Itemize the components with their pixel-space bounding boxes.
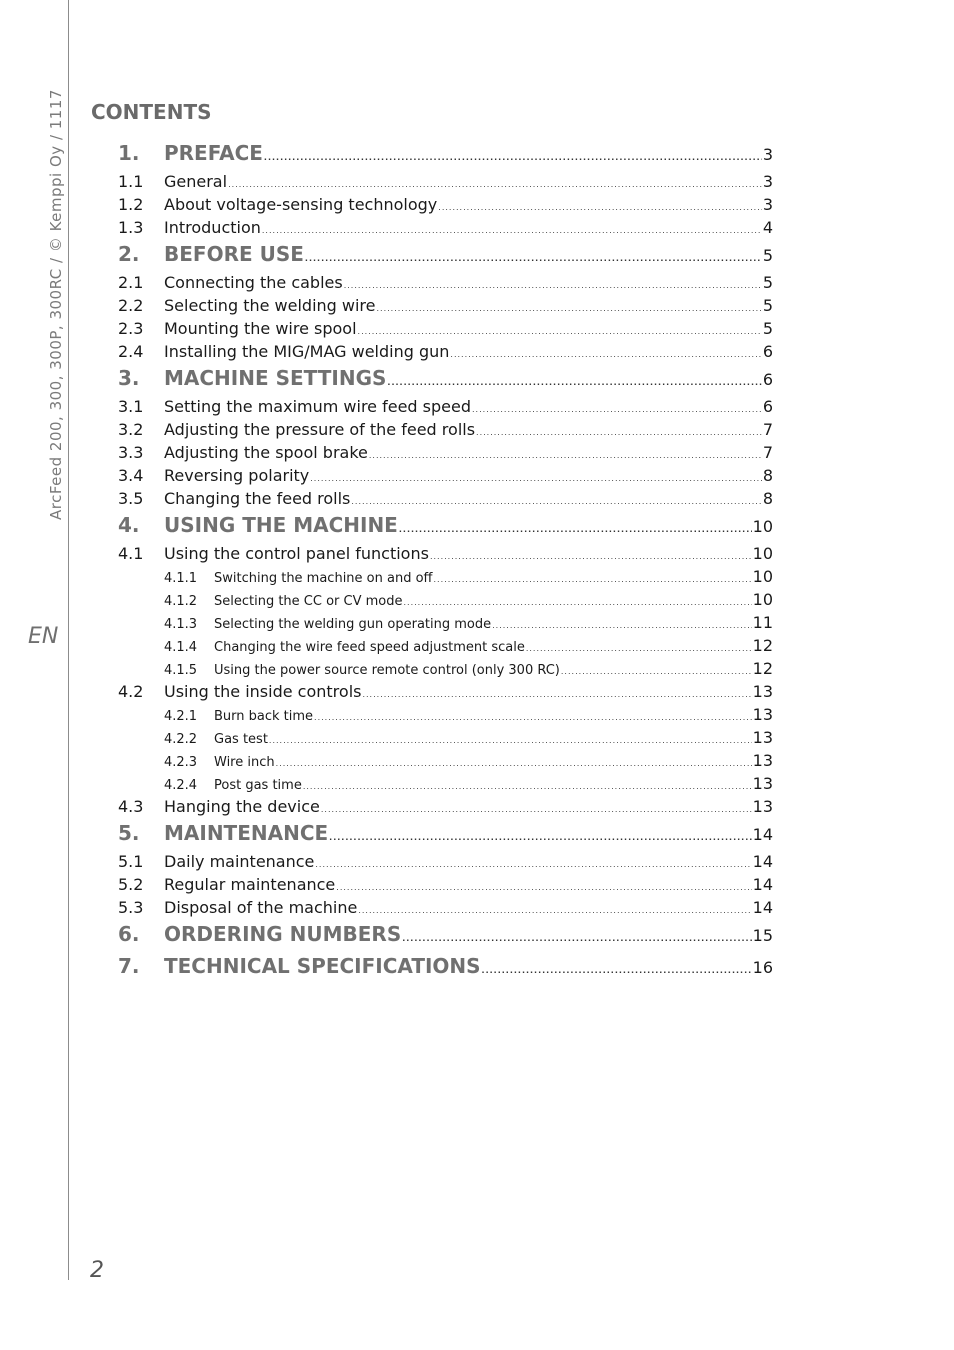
- toc-page-number: 3: [762, 195, 773, 214]
- contents-title: CONTENTS: [91, 100, 212, 124]
- toc-section[interactable]: [118, 466, 773, 489]
- toc-leader-dots: [358, 906, 751, 915]
- toc-page-number: 6: [762, 342, 773, 361]
- toc-page-number: 10: [752, 590, 773, 609]
- toc-leader-dots: [369, 451, 762, 460]
- toc-number: 4.2.1: [164, 709, 198, 724]
- toc-section[interactable]: [118, 898, 773, 921]
- toc-page-number: 14: [752, 852, 773, 871]
- toc-leader-dots: [482, 966, 752, 975]
- toc-chapter[interactable]: [118, 241, 773, 273]
- table-of-contents: [118, 140, 773, 985]
- toc-chapter[interactable]: [118, 512, 773, 544]
- toc-leader-dots: [438, 203, 762, 212]
- toc-title: Mounting the wire spool: [164, 319, 357, 338]
- toc-title: Using the control panel functions: [164, 544, 429, 563]
- toc-title: MAINTENANCE: [164, 821, 329, 845]
- toc-chapter[interactable]: [118, 921, 773, 953]
- document-footer-vertical: ArcFeed 200, 300, 300P, 300RC / © Kemppi Oy / 1117: [47, 89, 65, 520]
- toc-title: USING THE MACHINE: [164, 513, 398, 537]
- toc-page-number: 13: [752, 705, 773, 724]
- toc-title: Adjusting the spool brake: [164, 443, 368, 462]
- toc-leader-dots: [228, 180, 762, 189]
- toc-number: 4.1.3: [164, 617, 198, 632]
- toc-section[interactable]: [118, 852, 773, 875]
- toc-title: Connecting the cables: [164, 273, 343, 292]
- toc-page-number: 10: [752, 544, 773, 563]
- toc-leader-dots: [430, 552, 752, 561]
- toc-section[interactable]: [118, 544, 773, 567]
- toc-number: 3.2: [118, 420, 144, 439]
- toc-title: Hanging the device: [164, 797, 320, 816]
- toc-number: 2.1: [118, 273, 144, 292]
- toc-leader-dots: [387, 378, 761, 387]
- toc-title: Adjusting the pressure of the feed rolls: [164, 420, 476, 439]
- toc-leader-dots: [402, 934, 751, 943]
- toc-chapter[interactable]: [118, 140, 773, 172]
- toc-leader-dots: [358, 327, 762, 336]
- toc-title: Using the power source remote control (only 300 RC): [214, 663, 560, 678]
- toc-title: Setting the maximum wire feed speed: [164, 397, 472, 416]
- toc-page-number: 13: [752, 682, 773, 701]
- toc-number: 3.1: [118, 397, 144, 416]
- toc-leader-dots: [264, 153, 762, 162]
- toc-page-number: 8: [762, 466, 773, 485]
- toc-section[interactable]: [118, 682, 773, 705]
- toc-page-number: 5: [762, 246, 773, 265]
- toc-number: 2.3: [118, 319, 144, 338]
- toc-subsection[interactable]: [118, 636, 773, 659]
- toc-number: 4.2.3: [164, 755, 198, 770]
- toc-title: Selecting the welding gun operating mode: [214, 617, 492, 632]
- toc-number: 4.1: [118, 544, 144, 563]
- toc-section[interactable]: [118, 420, 773, 443]
- toc-page-number: 16: [752, 958, 773, 977]
- toc-number: 4.: [118, 513, 140, 537]
- toc-leader-dots: [399, 525, 752, 534]
- page-number: 2: [90, 1258, 104, 1283]
- toc-title: General: [164, 172, 228, 191]
- toc-page-number: 13: [752, 751, 773, 770]
- toc-page-number: 6: [762, 370, 773, 389]
- toc-section[interactable]: [118, 443, 773, 466]
- toc-page-number: 7: [762, 420, 773, 439]
- toc-number: 4.1.1: [164, 571, 198, 586]
- toc-number: 4.1.5: [164, 663, 198, 678]
- toc-number: 1.2: [118, 195, 144, 214]
- toc-number: 3.: [118, 366, 140, 390]
- toc-title: Daily maintenance: [164, 852, 315, 871]
- toc-leader-dots: [351, 497, 761, 506]
- toc-leader-dots: [305, 254, 762, 263]
- toc-page-number: 13: [752, 774, 773, 793]
- toc-number: 4.1.4: [164, 640, 198, 655]
- toc-number: 7.: [118, 954, 140, 978]
- toc-leader-dots: [404, 598, 752, 607]
- toc-title: Gas test: [214, 732, 268, 747]
- toc-number: 3.4: [118, 466, 144, 485]
- toc-leader-dots: [336, 883, 751, 892]
- toc-page-number: 12: [752, 659, 773, 678]
- toc-leader-dots: [450, 350, 761, 359]
- toc-section[interactable]: [118, 273, 773, 296]
- toc-number: 5.3: [118, 898, 144, 917]
- toc-title: TECHNICAL SPECIFICATIONS: [164, 954, 481, 978]
- toc-title: Changing the wire feed speed adjustment scale: [214, 640, 525, 655]
- toc-section[interactable]: [118, 875, 773, 898]
- toc-title: Changing the feed rolls: [164, 489, 351, 508]
- toc-number: 1.3: [118, 218, 144, 237]
- toc-number: 2.: [118, 242, 140, 266]
- toc-page-number: 5: [762, 319, 773, 338]
- toc-subsection[interactable]: [118, 751, 773, 774]
- toc-subsection[interactable]: [118, 728, 773, 751]
- toc-chapter[interactable]: [118, 365, 773, 397]
- toc-number: 4.2: [118, 682, 144, 701]
- toc-title: Burn back time: [214, 709, 314, 724]
- toc-leader-dots: [377, 304, 762, 313]
- toc-section[interactable]: [118, 195, 773, 218]
- toc-chapter[interactable]: [118, 820, 773, 852]
- toc-leader-dots: [344, 281, 762, 290]
- toc-number: 5.2: [118, 875, 144, 894]
- toc-leader-dots: [434, 575, 752, 584]
- toc-title: BEFORE USE: [164, 242, 304, 266]
- toc-page-number: 3: [762, 145, 773, 164]
- toc-leader-dots: [561, 667, 752, 676]
- toc-number: 2.4: [118, 342, 144, 361]
- toc-page-number: 7: [762, 443, 773, 462]
- toc-leader-dots: [472, 405, 762, 414]
- toc-section[interactable]: [118, 489, 773, 512]
- toc-number: 4.1.2: [164, 594, 198, 609]
- toc-section[interactable]: [118, 296, 773, 319]
- toc-section[interactable]: [118, 172, 773, 195]
- toc-leader-dots: [492, 621, 752, 630]
- toc-page-number: 14: [752, 825, 773, 844]
- toc-page-number: 11: [752, 613, 773, 632]
- toc-leader-dots: [526, 644, 752, 653]
- toc-page-number: 13: [752, 728, 773, 747]
- toc-page-number: 14: [752, 898, 773, 917]
- toc-title: ORDERING NUMBERS: [164, 922, 402, 946]
- toc-page-number: 8: [762, 489, 773, 508]
- toc-page-number: 6: [762, 397, 773, 416]
- toc-subsection[interactable]: [118, 659, 773, 682]
- toc-number: 6.: [118, 922, 140, 946]
- toc-leader-dots: [314, 713, 752, 722]
- toc-number: 1.1: [118, 172, 144, 191]
- toc-page-number: 5: [762, 296, 773, 315]
- toc-title: Wire inch: [214, 755, 275, 770]
- toc-page-number: 10: [752, 517, 773, 536]
- toc-title: Selecting the CC or CV mode: [214, 594, 403, 609]
- toc-subsection[interactable]: [118, 774, 773, 797]
- toc-subsection[interactable]: [118, 590, 773, 613]
- toc-number: 3.3: [118, 443, 144, 462]
- toc-section[interactable]: [118, 342, 773, 365]
- margin-rule: [68, 0, 69, 1280]
- toc-leader-dots: [315, 860, 751, 869]
- toc-title: About voltage-sensing technology: [164, 195, 438, 214]
- toc-page-number: 4: [762, 218, 773, 237]
- toc-section[interactable]: [118, 319, 773, 342]
- toc-section[interactable]: [118, 797, 773, 820]
- toc-number: 5.: [118, 821, 140, 845]
- toc-page-number: 13: [752, 797, 773, 816]
- language-tag: EN: [28, 624, 59, 649]
- toc-title: MACHINE SETTINGS: [164, 366, 387, 390]
- toc-title: Disposal of the machine: [164, 898, 358, 917]
- toc-chapter[interactable]: [118, 953, 773, 985]
- toc-title: Selecting the welding wire: [164, 296, 376, 315]
- toc-page-number: 15: [752, 926, 773, 945]
- toc-number: 1.: [118, 141, 140, 165]
- toc-title: Reversing polarity: [164, 466, 310, 485]
- toc-section[interactable]: [118, 218, 773, 241]
- toc-title: Using the inside controls: [164, 682, 362, 701]
- toc-number: 3.5: [118, 489, 144, 508]
- toc-leader-dots: [303, 782, 752, 791]
- toc-leader-dots: [269, 736, 752, 745]
- toc-leader-dots: [362, 690, 751, 699]
- toc-leader-dots: [476, 428, 762, 437]
- toc-page-number: 10: [752, 567, 773, 586]
- toc-page-number: 14: [752, 875, 773, 894]
- toc-subsection[interactable]: [118, 567, 773, 590]
- toc-title: Regular maintenance: [164, 875, 336, 894]
- toc-leader-dots: [329, 833, 751, 842]
- toc-number: 2.2: [118, 296, 144, 315]
- toc-title: Post gas time: [214, 778, 302, 793]
- toc-leader-dots: [321, 805, 752, 814]
- toc-page-number: 3: [762, 172, 773, 191]
- toc-leader-dots: [276, 759, 752, 768]
- toc-subsection[interactable]: [118, 705, 773, 728]
- toc-title: Switching the machine on and off: [214, 571, 433, 586]
- toc-title: Installing the MIG/MAG welding gun: [164, 342, 450, 361]
- toc-number: 4.2.2: [164, 732, 198, 747]
- toc-section[interactable]: [118, 397, 773, 420]
- toc-title: Introduction: [164, 218, 261, 237]
- toc-leader-dots: [262, 226, 762, 235]
- toc-title: PREFACE: [164, 141, 263, 165]
- toc-number: 5.1: [118, 852, 144, 871]
- toc-page-number: 5: [762, 273, 773, 292]
- toc-page-number: 12: [752, 636, 773, 655]
- toc-leader-dots: [310, 474, 762, 483]
- toc-number: 4.2.4: [164, 778, 198, 793]
- toc-subsection[interactable]: [118, 613, 773, 636]
- toc-number: 4.3: [118, 797, 144, 816]
